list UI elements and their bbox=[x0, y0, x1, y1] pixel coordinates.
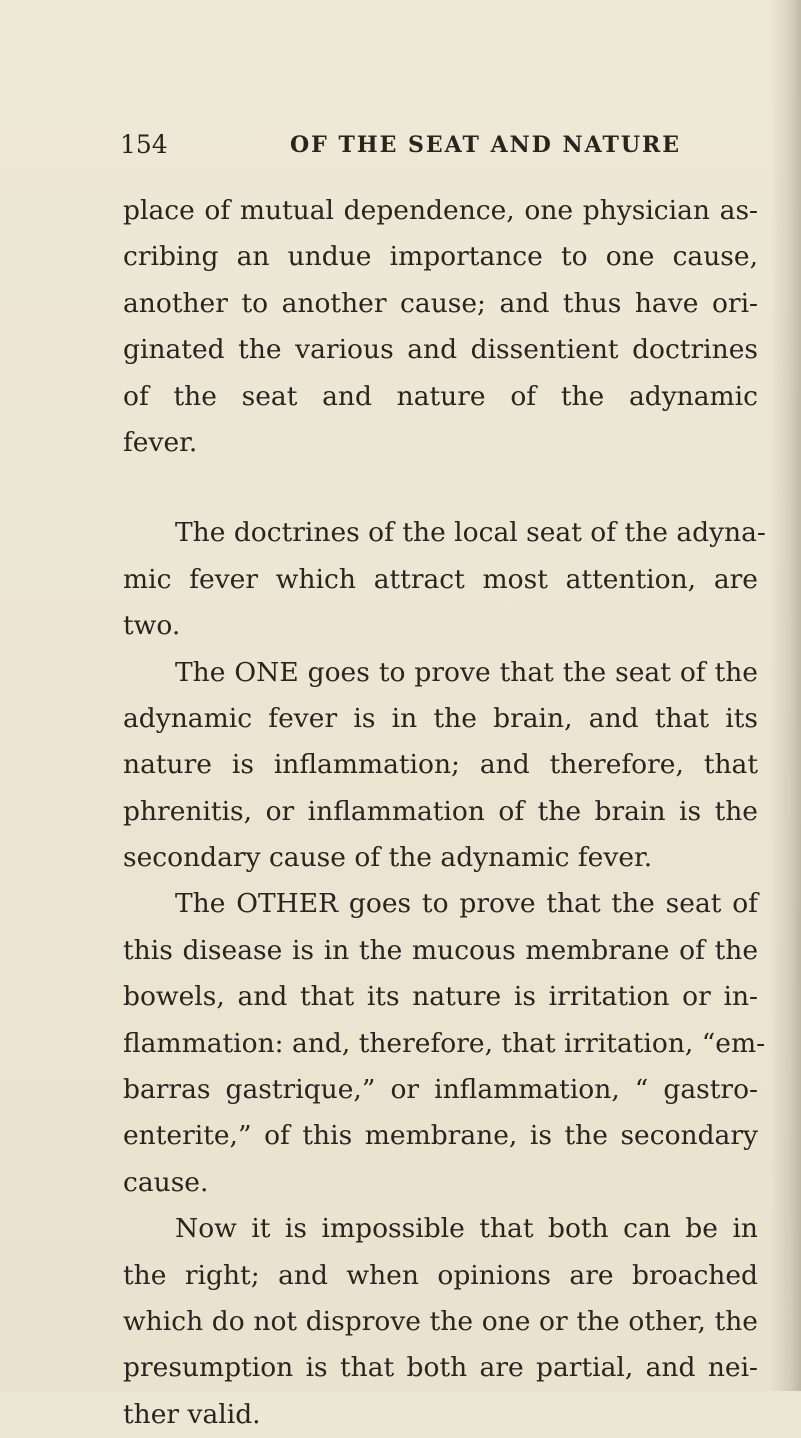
text-line: The OTHER goes to prove that the seat of bbox=[175, 888, 758, 920]
text-line: flammation: and, therefore, that irritation, “em- bbox=[123, 1027, 766, 1059]
text-line: phrenitis, or inflammation of the brain is the bbox=[123, 795, 758, 827]
paragraph-2 bbox=[123, 510, 766, 649]
paragraph-4 bbox=[123, 881, 766, 1206]
text-line: enterite,” of this membrane, is the secondary bbox=[123, 1120, 758, 1152]
text-line: presumption is that both are partial, and nei- bbox=[123, 1352, 758, 1384]
text-line: secondary cause of the adynamic fever. bbox=[123, 842, 653, 874]
page-number: 154 bbox=[120, 130, 168, 159]
text-line: another to another cause; and thus have ori- bbox=[123, 287, 758, 319]
paragraph-1 bbox=[123, 188, 758, 466]
running-title: OF THE SEAT AND NATURE bbox=[290, 132, 682, 158]
text-line: bowels, and that its nature is irritation or in- bbox=[123, 981, 758, 1013]
text-line: Now it is impossible that both can be in bbox=[175, 1213, 758, 1245]
text-line: which do not disprove the one or the other, the bbox=[123, 1305, 758, 1337]
text-line: adynamic fever is in the brain, and that its bbox=[123, 702, 758, 734]
text-line: place of mutual dependence, one physician as- bbox=[123, 195, 758, 226]
text-line: mic fever which attract most attention, are bbox=[123, 563, 758, 595]
text-line: two. bbox=[123, 610, 181, 642]
paragraph-5 bbox=[123, 1206, 758, 1438]
text-line: of the seat and nature of the adynamic bbox=[123, 380, 758, 412]
text-line: the right; and when opinions are broached bbox=[123, 1259, 758, 1291]
text-line: cribing an undue importance to one cause, bbox=[123, 241, 758, 273]
text-line: barras gastrique,” or inflammation, “ gastro- bbox=[123, 1074, 758, 1106]
paragraph-gap bbox=[123, 466, 758, 510]
text-line: cause. bbox=[123, 1166, 209, 1198]
text-line: nature is inflammation; and therefore, that bbox=[123, 749, 758, 781]
text-line: The ONE goes to prove that the seat of the bbox=[175, 656, 758, 688]
text-line: this disease is in the mucous membrane of the bbox=[123, 934, 758, 966]
text-line: ginated the various and dissentient doctrines bbox=[123, 334, 758, 366]
text-line: ther valid. bbox=[123, 1398, 261, 1430]
body-text bbox=[123, 188, 766, 1438]
running-head bbox=[120, 130, 760, 164]
paragraph-3 bbox=[123, 650, 758, 882]
text-line: The doctrines of the local seat of the adyna- bbox=[175, 517, 766, 549]
text-line: fever. bbox=[123, 426, 198, 458]
